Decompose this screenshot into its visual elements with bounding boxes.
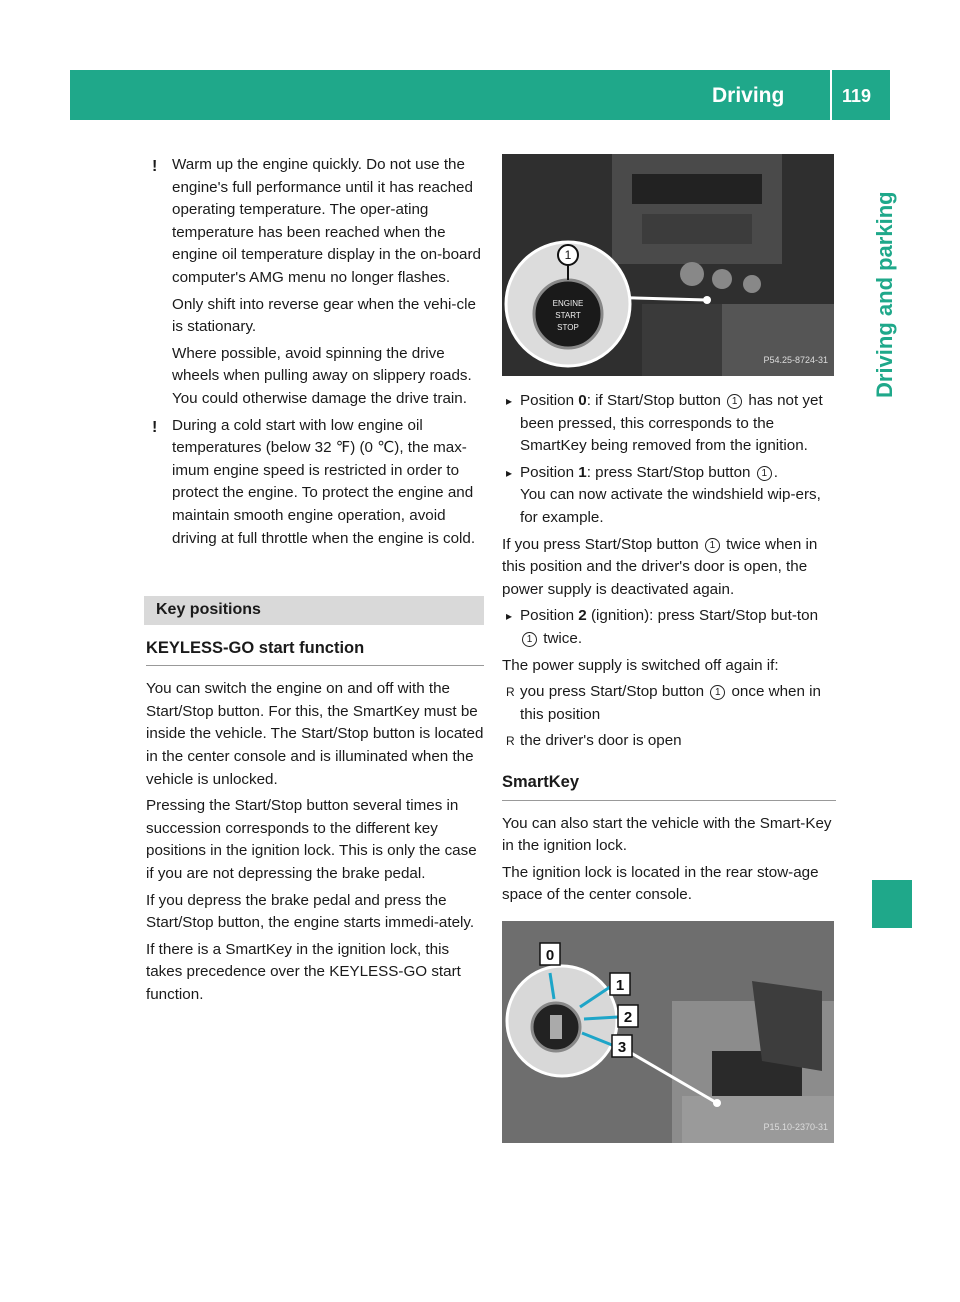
callout-ref: 1 xyxy=(705,538,720,553)
step-item: ▸ Position 0: if Start/Stop button 1 has not yet been pressed, this corresponds to the SmartKey being removed from the ignition. xyxy=(506,392,823,455)
warning-text: Where possible, avoid spinning the drive wheels when pulling away on slippery roads. You could otherwise damage the drive train. xyxy=(172,344,472,407)
arrow-icon: ▸ xyxy=(506,465,513,480)
position-label: 1 xyxy=(615,976,625,994)
position-label: 3 xyxy=(617,1038,627,1056)
subheading: KEYLESS-GO start function xyxy=(146,637,484,667)
warning-text: Warm up the engine quickly. Do not use the engine's full performance until it has reached operating temperature. The oper-ating temperature has been reached when the engine oil temperature display in the on-board computer's AMG menu no longer flashes. xyxy=(172,156,482,286)
body-paragraph: You can also start the vehicle with the Smart-Key in the ignition lock. xyxy=(502,814,832,855)
side-tab-marker xyxy=(872,880,912,928)
section-heading: Key positions xyxy=(144,596,484,625)
position-label: 2 xyxy=(623,1008,633,1026)
callout-ref: 1 xyxy=(757,466,772,481)
callout-ref: 1 xyxy=(522,632,537,647)
button-label: STOP xyxy=(557,323,579,332)
arrow-icon: ▸ xyxy=(506,609,513,624)
step-note: You can now activate the windshield wip-ers, for example. xyxy=(520,486,821,526)
callout-ref: 1 xyxy=(727,394,742,409)
section-title: Driving xyxy=(712,84,785,107)
step-item: ▸ Position 2 (ignition): press Start/Stop but-ton 1 twice. xyxy=(506,607,819,647)
left-column xyxy=(146,154,484,1011)
photo-code: P54.25-8724-31 xyxy=(763,355,828,366)
list-item: R the driver's door is open xyxy=(502,730,836,753)
button-label: START xyxy=(555,311,581,320)
body-paragraph: If you press Start/Stop button 1 twice when in this position and the driver's door is open, the power supply is deactivated again. xyxy=(502,535,818,598)
photo-code: P15.10-2370-31 xyxy=(763,1122,828,1133)
ignition-lock-illustration xyxy=(502,921,834,1143)
body-paragraph: If you depress the brake pedal and press the Start/Stop button, the engine starts immedi-ately. xyxy=(146,891,475,932)
bullet-icon: R xyxy=(506,685,515,700)
arrow-icon: ▸ xyxy=(506,394,513,408)
page-number: 119 xyxy=(842,86,872,106)
body-paragraph: If there is a SmartKey in the ignition lock, this takes precedence over the KEYLESS-GO start function. xyxy=(146,940,461,1003)
subheading: SmartKey xyxy=(502,771,836,801)
body-paragraph: Pressing the Start/Stop button several times in succession corresponds to the different key positions in the ignition lock. This is only the case if you are not depressing the brake pedal. xyxy=(146,797,477,883)
start-stop-button-photo xyxy=(502,154,834,376)
center-console-illustration xyxy=(502,154,834,376)
warning-block xyxy=(146,154,484,411)
ignition-lock-photo xyxy=(502,921,834,1143)
callout-label: 1 xyxy=(564,248,572,262)
warning-text: Only shift into reverse gear when the vehi-cle is stationary. xyxy=(172,295,476,336)
bullet-icon: R xyxy=(506,734,515,749)
warning-block xyxy=(146,415,484,551)
body-paragraph: The ignition lock is located in the rear stow-age space of the center console. xyxy=(502,863,819,904)
side-tab-label: Driving and parking xyxy=(872,191,897,398)
warning-text: During a cold start with low engine oil temperatures (below 32 ℉) (0 ℃), the max-imum engine speed is restricted in order to protect the engine. To protect the engine and maintain smooth engine operation, avoid driving at full throttle when the engine is cold. xyxy=(172,416,476,547)
list-item: R you press Start/Stop button 1 once when in this position xyxy=(506,683,821,723)
callout-ref: 1 xyxy=(710,685,725,700)
position-label: 0 xyxy=(545,946,555,964)
right-column xyxy=(502,154,836,1157)
body-paragraph: You can switch the engine on and off with the Start/Stop button. For this, the SmartKey must be inside the vehicle. The Start/Stop button is located in the center console and is illuminated when the vehicle is unlocked. xyxy=(146,680,484,788)
body-paragraph: The power supply is switched off again if: xyxy=(502,656,779,674)
exclamation-icon: ! xyxy=(152,158,158,175)
header-divider xyxy=(830,70,832,120)
button-label: ENGINE xyxy=(552,299,584,308)
step-item: ▸ Position 1: press Start/Stop button 1 . xyxy=(502,462,836,485)
exclamation-icon: ! xyxy=(152,418,158,436)
